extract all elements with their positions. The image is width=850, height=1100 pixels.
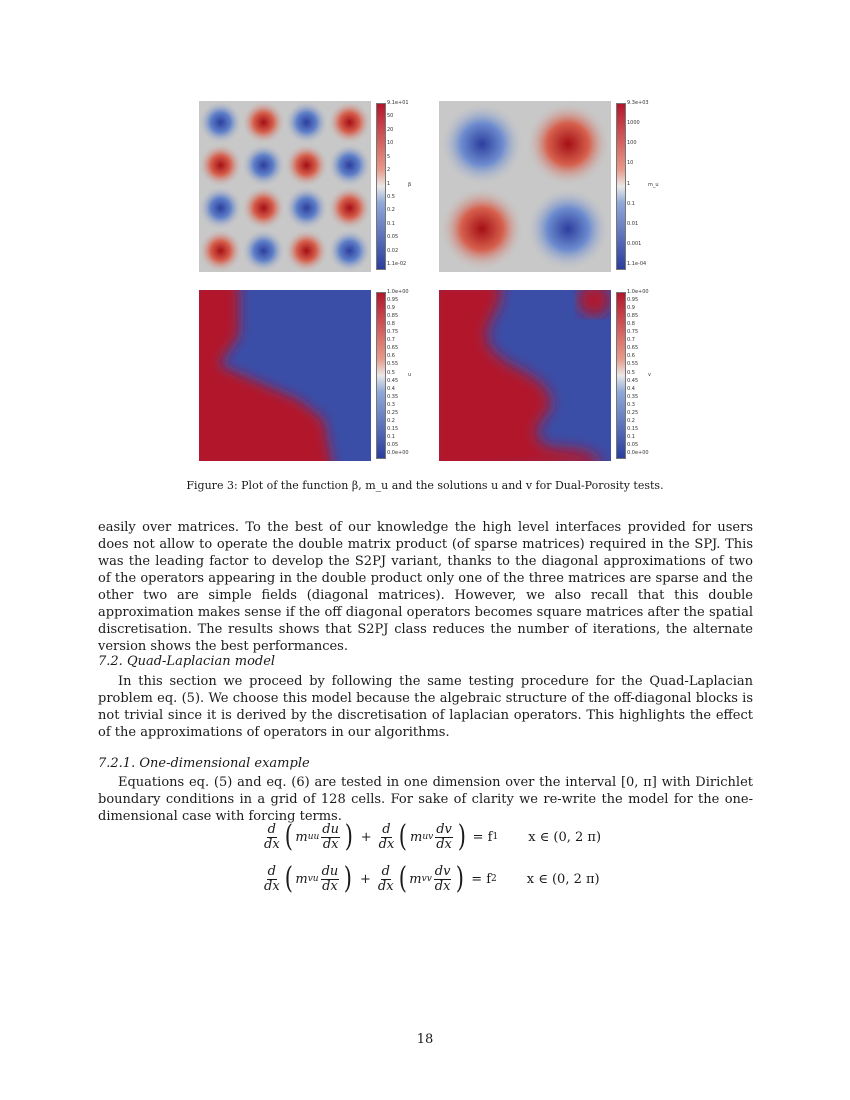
section-heading: 7.2. Quad-Laplacian model xyxy=(98,654,276,669)
beta-blob xyxy=(242,229,286,272)
colorbar-tick-label: 5 xyxy=(387,153,391,160)
colorbar-tick-label: 0.2 xyxy=(387,207,395,214)
beta-blob xyxy=(285,143,329,187)
equation-1-rhs-sub: 1 xyxy=(492,832,499,842)
colorbar-tick-label: 0.25 xyxy=(387,409,399,416)
colorbar-tick-label: 100 xyxy=(627,140,637,147)
colorbar-tick-label: 0.5 xyxy=(627,369,635,376)
colorbar-tick-label: 0.85 xyxy=(387,313,399,320)
beta-blob xyxy=(328,186,372,230)
colorbar-tick-label: 0.02 xyxy=(387,247,399,254)
colorbar-tick-label: 0.95 xyxy=(627,297,639,304)
colorbar-tick-label: 0.85 xyxy=(627,313,639,320)
colorbar-tick-label: 0.1 xyxy=(627,200,635,207)
colorbar-tick-label: 1.1e-04 xyxy=(627,261,647,267)
colorbar-tick-label: 0.05 xyxy=(387,234,399,241)
colorbar-tick-label: 0.35 xyxy=(627,393,639,400)
colorbar-tick-label: 1 xyxy=(387,180,391,187)
colorbar-tick-label: 0.1 xyxy=(387,220,395,227)
mu-plot xyxy=(439,101,611,272)
beta-blob xyxy=(199,143,243,187)
colorbar-tick-label: 0.6 xyxy=(387,353,395,360)
equation-2-domain: x ∈ (0, 2 π) xyxy=(526,871,600,887)
colorbar-tick-label: 0.0e+00 xyxy=(387,450,409,456)
colorbar-tick-label: 0.5 xyxy=(387,369,395,376)
colorbar-tick-label: 0.001 xyxy=(627,240,642,247)
colorbar-tick-label: 0.65 xyxy=(627,345,639,352)
colorbar-tick-label: 0.35 xyxy=(387,393,399,400)
colorbar-tick-label: 0.4 xyxy=(627,385,635,392)
u-solution-plot xyxy=(199,290,371,461)
colorbar-tick-label: 0.55 xyxy=(387,361,399,368)
beta-blob xyxy=(199,186,243,230)
subsection-paragraph: Equations eq. (5) and eq. (6) are tested in one dimension over the interval [0, π] with Dirichlet boundary conditions in a grid of 128 cells. For sake of clarity we re-write the model for the one-dimensional case with forcing terms. xyxy=(98,775,753,824)
page-number: 18 xyxy=(416,1032,434,1047)
colorbar-tick-label: 0.0e+00 xyxy=(627,450,649,456)
equation-2-rhs-sub: 2 xyxy=(491,874,497,884)
colorbar-tick-label: 0.1 xyxy=(627,433,635,440)
colorbar-tick-label: 0.3 xyxy=(627,401,635,408)
equation-1-rhs: = f xyxy=(472,829,493,845)
colorbar-tick-label: 0.65 xyxy=(387,345,399,352)
equation-1-m1: uu xyxy=(307,832,320,842)
colorbar-tick-label: 0.2 xyxy=(387,417,395,424)
colorbar-tick-label: 20 xyxy=(387,126,394,133)
colorbar-tick-label: 0.75 xyxy=(387,329,399,336)
section-paragraph: In this section we proceed by following the same testing procedure for the Quad-Laplacian problem eq. (5). We choose this model because the algebraic structure of the off-diagonal blocks is not trivial since it is derived by the discretisation of laplacian operators. This highlights the effect of the approximations of operators in our algorithms. xyxy=(98,674,753,740)
beta-blob xyxy=(199,101,243,144)
colorbar-tick-label: 0.01 xyxy=(627,220,639,227)
beta-blob xyxy=(285,186,329,230)
colorbar-tick-label: 0.9 xyxy=(627,305,635,312)
beta-blob xyxy=(242,143,286,187)
colorbar-tick-label: 0.05 xyxy=(387,441,399,448)
colorbar-tick-label: 0.95 xyxy=(387,297,399,304)
paragraph-continuation: easily over matrices. To the best of our knowledge the high level interfaces provided for users does not allow to operate the double matrix product (of sparse matrices) required in the SPJ. This was the leading factor to develop the S2PJ variant, thanks to the diagonal approximations of two of the operators appearing in the double product only one of the three matrices are sparse and the other two are simple fields (diagonal matrices). However, we also recall that this double approximation makes sense if the off diagonal operators becomes square matrices after the spatial discretisation. The results shows that S2PJ class reduces the number of iterations, the alternate version shows the best performances. xyxy=(98,520,753,654)
beta-blob xyxy=(285,101,329,144)
colorbar-tick-label: 0.6 xyxy=(627,353,635,360)
beta-colorbar xyxy=(376,103,386,270)
colorbar-tick-label: 0.45 xyxy=(627,377,639,384)
colorbar-tick-label: 9.3e+03 xyxy=(627,100,649,106)
colorbar-tick-label: 1.0e+00 xyxy=(627,289,649,295)
beta-plot xyxy=(199,101,371,272)
colorbar-tick-label: 0.75 xyxy=(627,329,639,336)
mu-colorbar xyxy=(616,103,626,270)
u-colorbar-label: u xyxy=(408,372,412,378)
colorbar-tick-label: 0.3 xyxy=(387,401,395,408)
equation-2-m1: vu xyxy=(307,874,319,884)
mu-colorbar-label: m_u xyxy=(648,182,659,188)
beta-blob xyxy=(328,143,372,187)
beta-blob xyxy=(285,229,329,272)
v-solution-plot xyxy=(439,290,611,461)
colorbar-tick-label: 0.1 xyxy=(387,433,395,440)
colorbar-tick-label: 2 xyxy=(387,167,391,174)
colorbar-tick-label: 1.1e-02 xyxy=(387,261,407,267)
colorbar-tick-label: 0.2 xyxy=(627,417,635,424)
colorbar-tick-label: 50 xyxy=(387,113,394,120)
beta-blob xyxy=(328,101,372,144)
equation-1-m2: uv xyxy=(422,832,434,842)
colorbar-tick-label: 0.15 xyxy=(387,425,399,432)
equation-2-m2: vv xyxy=(421,874,432,884)
v-colorbar xyxy=(616,292,626,459)
colorbar-tick-label: 0.55 xyxy=(627,361,639,368)
equation-2-rhs: = f xyxy=(471,871,492,887)
colorbar-tick-label: 0.5 xyxy=(387,193,395,200)
colorbar-tick-label: 1 xyxy=(627,180,631,187)
beta-colorbar-label: β xyxy=(408,182,412,188)
beta-blob xyxy=(242,101,286,144)
colorbar-tick-label: 0.8 xyxy=(627,321,635,328)
colorbar-tick-label: 10 xyxy=(387,140,394,147)
equation-1: $\frac{d}{dx}$ ( m uu $\frac{du}{dx}$ ) + $\frac{d}{dx}$ ( m uv $\frac{dv}{dx}$ ) = f 1 x ∈ (0, 2 π) xyxy=(264,819,602,854)
colorbar-tick-label: 0.9 xyxy=(387,305,395,312)
colorbar-tick-label: 0.45 xyxy=(387,377,399,384)
colorbar-tick-label: 10 xyxy=(627,160,634,167)
colorbar-tick-label: 0.05 xyxy=(627,441,639,448)
colorbar-tick-label: 1.0e+00 xyxy=(387,289,409,295)
figure-caption: Figure 3: Plot of the function β, m_u and the solutions u and v for Dual-Porosity tests. xyxy=(186,479,664,492)
colorbar-tick-label: 0.7 xyxy=(627,337,635,344)
beta-blob xyxy=(242,186,286,230)
colorbar-tick-label: 0.4 xyxy=(387,385,395,392)
subsection-heading: 7.2.1. One-dimensional example xyxy=(98,756,310,771)
beta-blob xyxy=(199,229,243,272)
u-colorbar xyxy=(376,292,386,459)
colorbar-tick-label: 0.7 xyxy=(387,337,395,344)
beta-blob xyxy=(328,229,372,272)
colorbar-tick-label: 9.1e+01 xyxy=(387,100,409,106)
v-colorbar-label: v xyxy=(648,372,651,378)
equation-1-domain: x ∈ (0, 2 π) xyxy=(528,829,602,845)
colorbar-tick-label: 0.25 xyxy=(627,409,639,416)
equation-2: $\frac{d}{dx}$ ( m vu $\frac{du}{dx}$ ) + $\frac{d}{dx}$ ( m vv $\frac{dv}{dx}$ ) = f 2 x ∈ (0, 2 π) xyxy=(264,861,600,896)
colorbar-tick-label: 0.15 xyxy=(627,425,639,432)
colorbar-tick-label: 1000 xyxy=(627,120,640,127)
colorbar-tick-label: 0.8 xyxy=(387,321,395,328)
